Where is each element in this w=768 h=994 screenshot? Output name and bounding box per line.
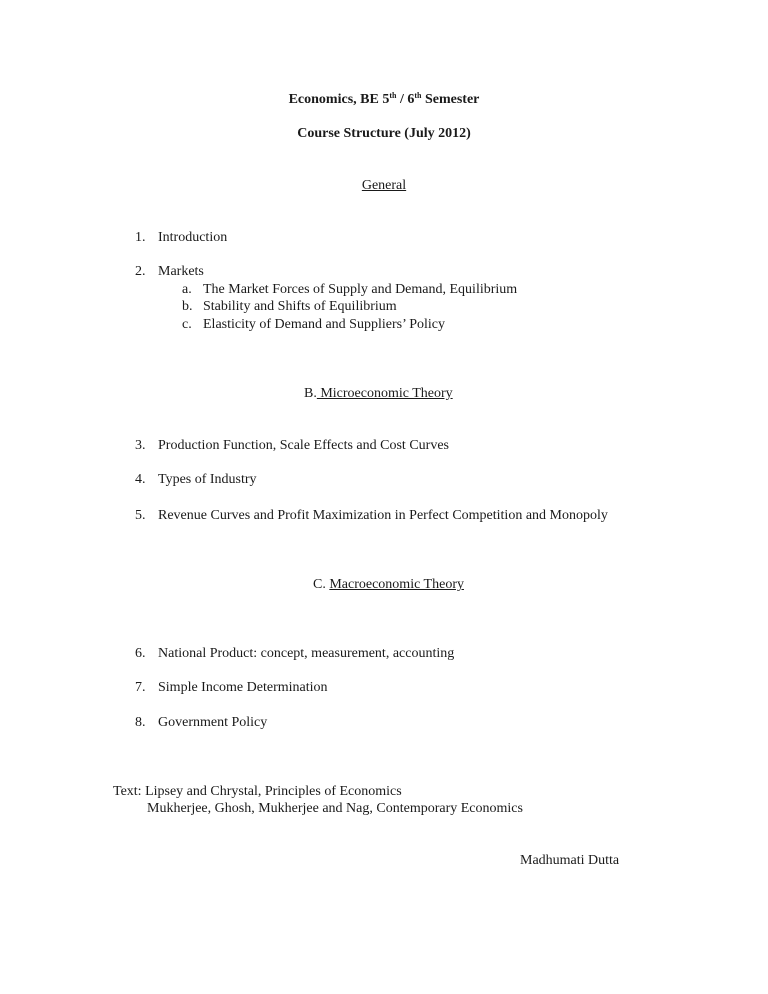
list-number: 5.	[135, 508, 146, 523]
list-item	[135, 715, 268, 730]
author-name: Madhumati Dutta	[520, 853, 620, 868]
sub-list-item	[182, 282, 518, 297]
list-number: 6.	[135, 646, 146, 661]
text-reference-1: Lipsey and Chrystal, Principles of Economics	[145, 784, 402, 799]
list-item	[135, 264, 204, 279]
list-number: 4.	[135, 472, 146, 487]
sub-list-label: Elasticity of Demand and Suppliers’ Policy	[203, 317, 445, 332]
list-item	[135, 646, 455, 661]
section-prefix: B.	[304, 386, 317, 401]
list-label: National Product: concept, measurement, accounting	[158, 646, 455, 661]
section-prefix: C.	[313, 577, 326, 592]
sub-list-letter: b.	[182, 299, 193, 314]
list-label: Markets	[158, 264, 204, 279]
list-item	[135, 438, 449, 453]
list-item	[135, 680, 328, 695]
list-item	[135, 230, 228, 245]
list-item	[135, 472, 257, 487]
section-heading-macro	[313, 578, 464, 592]
list-number: 8.	[135, 715, 146, 730]
text-label: Text:	[113, 784, 142, 799]
list-label: Revenue Curves and Profit Maximization in Perfect Competition and Monopoly	[158, 508, 608, 523]
section-heading-label: Microeconomic Theory	[316, 386, 453, 401]
superscript-th: th	[414, 91, 422, 100]
sub-list-item	[182, 299, 397, 314]
sub-list-label: Stability and Shifts of Equilibrium	[203, 299, 397, 314]
section-heading-label: Macroeconomic Theory	[329, 577, 464, 592]
sub-list-letter: a.	[182, 282, 192, 297]
list-number: 2.	[135, 264, 146, 279]
list-label: Production Function, Scale Effects and Cost Curves	[158, 438, 449, 453]
list-number: 7.	[135, 680, 146, 695]
text-references	[113, 785, 402, 799]
list-number: 1.	[135, 230, 146, 245]
list-label: Simple Income Determination	[158, 680, 328, 695]
section-heading-general: General	[361, 178, 407, 193]
superscript-th: th	[389, 91, 397, 100]
document-subtitle: Course Structure (July 2012)	[297, 126, 471, 141]
document-title: Economics, BE 5th / 6th Semester	[288, 91, 480, 107]
section-heading-micro	[304, 387, 453, 401]
list-number: 3.	[135, 438, 146, 453]
sub-list-label: The Market Forces of Supply and Demand, Equilibrium	[203, 282, 518, 297]
sub-list-item	[182, 317, 445, 332]
list-label: Introduction	[158, 230, 228, 245]
list-item	[135, 508, 608, 523]
sub-list-letter: c.	[182, 317, 192, 332]
text-reference-2: Mukherjee, Ghosh, Mukherjee and Nag, Contemporary Economics	[147, 801, 523, 816]
list-label: Types of Industry	[158, 472, 257, 487]
list-label: Government Policy	[158, 715, 268, 730]
